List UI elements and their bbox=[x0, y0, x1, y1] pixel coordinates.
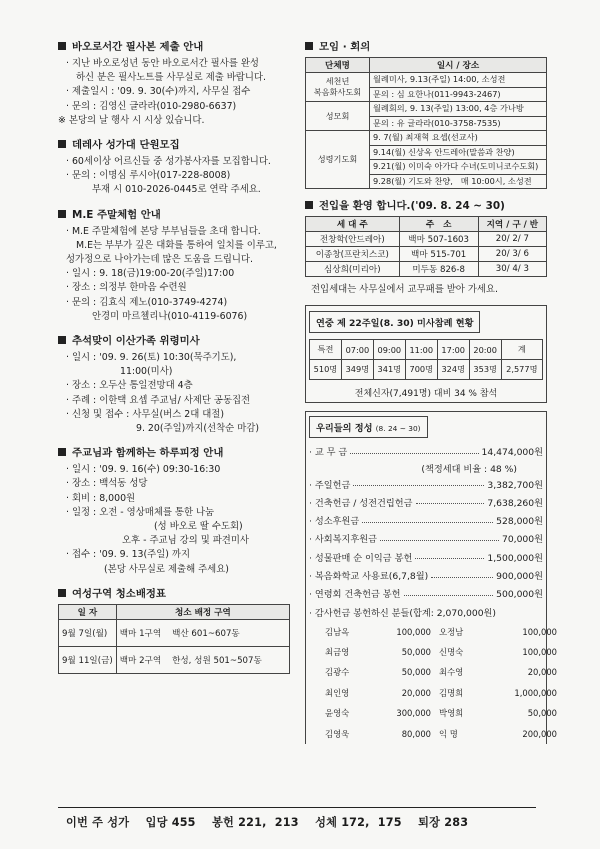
section-meetings bbox=[305, 38, 547, 189]
table-cell: 30/ 4/ 3 bbox=[478, 262, 546, 277]
table-cell: 341명 bbox=[373, 360, 405, 380]
column-header: 17:00 bbox=[437, 340, 469, 360]
dotted-leader bbox=[350, 453, 478, 454]
column-header: 특전 bbox=[310, 340, 342, 360]
donor-name: 최수영 bbox=[439, 667, 464, 678]
table-header-row bbox=[59, 604, 290, 619]
notice-line: · 접수 : '09. 9. 13(주일) 까지 bbox=[66, 549, 191, 561]
donor-name: 오정남 bbox=[439, 626, 464, 637]
table-row bbox=[306, 73, 547, 88]
donor-name: 신명숙 bbox=[439, 646, 464, 657]
cleaning-table bbox=[58, 604, 290, 674]
table-cell: 9. 7(월) 최재혁 요셉(선교사) bbox=[370, 131, 547, 146]
table-cell: 문의 : 심 요한나(011-9943-2467) bbox=[370, 87, 547, 102]
table-cell: 월례회의, 9. 13(주일) 13:00, 4층 가나방 bbox=[370, 102, 547, 117]
donor-name: 김남옥 bbox=[325, 626, 350, 637]
donor-amount: 50,000 bbox=[401, 646, 431, 657]
newcomers-note: 전입세대는 사무실에서 교무패를 받아 가세요. bbox=[311, 284, 498, 295]
table-row bbox=[310, 360, 543, 380]
notice-line: · 장소 : 백석동 성당 bbox=[66, 478, 148, 490]
notice-line: · 문의 : 김효식 제노(010-3749-4274) bbox=[66, 296, 228, 308]
section-retreat bbox=[58, 444, 290, 577]
section-title: 여성구역 청소배정표 bbox=[58, 585, 290, 600]
column-header: 09:00 bbox=[373, 340, 405, 360]
group-name: 세천년 복음화사도회 bbox=[306, 73, 370, 102]
table-cell: 353명 bbox=[469, 360, 501, 380]
notice-line: 안경미 마르첼리나(010-4119-6076) bbox=[92, 310, 248, 322]
offering-row: · 복음화학교 사용료(6,7,8월) 900,000원 bbox=[309, 570, 543, 582]
hymn-footer: 이번 주 성가 입당 455 봉헌 221, 213 성체 172, 175 퇴장 283 bbox=[66, 816, 469, 829]
section-title: 전입을 환영 합니다.('09. 8. 24 ~ 30) bbox=[305, 197, 547, 212]
notice-line: · 문의 : 이명심 루시아(017-228-8008) bbox=[66, 170, 231, 182]
donor-name: 최금영 bbox=[325, 646, 350, 657]
dotted-leader bbox=[416, 503, 485, 504]
section-me-weekend bbox=[58, 206, 290, 324]
notice-line: · 제출일시 : '09. 9. 30(수)까지, 사무실 접수 bbox=[66, 86, 251, 98]
table-row bbox=[59, 619, 290, 646]
column-header: 일 자 bbox=[59, 604, 117, 619]
section-memorial-mass bbox=[58, 332, 290, 436]
offering-row: · 교 무 금 14,474,000원 bbox=[309, 447, 543, 459]
notice-line: · 일시 : '09. 9. 16(수) 09:30-16:30 bbox=[66, 464, 221, 476]
offering-row: · 건축헌금 / 성전건립헌금 7,638,260원 bbox=[309, 497, 543, 509]
thanks-offering-header: · 감사헌금 봉헌하신 분들(합계: 2,070,000원) bbox=[309, 607, 497, 619]
donor-name: 김명희 bbox=[439, 687, 464, 698]
dotted-leader bbox=[362, 522, 493, 523]
notice-line: · 60세이상 어르신들 중 성가봉사자를 모집합니다. bbox=[66, 156, 271, 168]
table-cell: 백마 2구역 한성, 성원 501~507동 bbox=[116, 646, 289, 673]
section-title: M.E 주말체험 안내 bbox=[58, 206, 290, 221]
donor-name: 윤영숙 bbox=[325, 708, 350, 719]
dotted-leader bbox=[404, 595, 494, 596]
left-column bbox=[58, 38, 290, 682]
meetings-table bbox=[305, 57, 547, 189]
donor-name: 김광수 bbox=[325, 667, 350, 678]
notice-line: 오후 - 주교님 강의 및 파견미사 bbox=[122, 535, 249, 547]
section-title: 바오로서간 필사본 제출 안내 bbox=[58, 38, 290, 53]
table-row bbox=[59, 646, 290, 673]
table-header-row bbox=[306, 58, 547, 73]
notice-line: · 지난 바오로성년 동안 바오로서간 필사를 완성 bbox=[66, 58, 259, 69]
donor-list bbox=[309, 622, 557, 744]
table-cell: 9월 7일(월) bbox=[59, 619, 117, 646]
table-cell: 이종창(프란치스코) bbox=[306, 247, 400, 262]
footer-divider bbox=[58, 807, 536, 808]
column-header: 일시 / 장소 bbox=[370, 58, 547, 73]
offering-row: · 사회복지후원금 70,000원 bbox=[309, 534, 543, 546]
donor-amount: 100,000 bbox=[396, 626, 431, 637]
donor-amount: 1,000,000 bbox=[514, 687, 557, 698]
dotted-leader bbox=[431, 577, 493, 578]
table-cell: 문의 : 유 글라라(010-3758-7535) bbox=[370, 116, 547, 131]
table-cell: 2,577명 bbox=[501, 360, 542, 380]
table-cell: 9.21(월) 이미숙 아가다 수녀(도미니코수도회) bbox=[370, 160, 547, 175]
notice-line: M.E는 부부가 깊은 대화를 통하여 일치를 이루고, bbox=[76, 239, 277, 251]
square-bullet-icon bbox=[305, 201, 313, 209]
table-cell: 심상희(미리아) bbox=[306, 262, 400, 277]
column-header: 청소 배정 구역 bbox=[116, 604, 289, 619]
offering-row: · 주일헌금 3,382,700원 bbox=[309, 479, 543, 491]
notice-line: · 주례 : 이한택 요셉 주교님/ 사제단 공동집전 bbox=[66, 394, 251, 406]
offering-row: · 성소후원금 528,000원 bbox=[309, 516, 543, 528]
square-bullet-icon bbox=[58, 589, 66, 597]
donor-amount: 100,000 bbox=[522, 646, 557, 657]
donor-amount: 50,000 bbox=[527, 708, 557, 719]
table-row bbox=[306, 102, 547, 117]
right-column bbox=[305, 38, 557, 744]
notice-line: · 회비 : 8,000원 bbox=[66, 492, 136, 504]
table-header-row bbox=[306, 217, 547, 232]
newcomers-table bbox=[305, 216, 547, 277]
table-row bbox=[306, 262, 547, 277]
donor-amount: 20,000 bbox=[527, 667, 557, 678]
attendance-title: 연중 제 22주일(8. 30) 미사참례 현황 bbox=[309, 311, 480, 333]
table-header-row bbox=[310, 340, 543, 360]
table-cell: 전창학(안드레아) bbox=[306, 232, 400, 247]
notice-line: · 일시 : 9. 18(금)19:00-20(주일)17:00 bbox=[66, 268, 235, 280]
column-header: 세 대 주 bbox=[306, 217, 400, 232]
table-cell: 700명 bbox=[405, 360, 437, 380]
notice-line: · M.E 주말체험에 본당 부부님들을 초대 합니다. bbox=[66, 225, 261, 237]
table-cell: 9.14(월) 신상옥 안드레아(말씀과 찬양) bbox=[370, 145, 547, 160]
table-cell: 20/ 3/ 6 bbox=[478, 247, 546, 262]
donor-amount: 80,000 bbox=[401, 728, 431, 739]
notice-line: 9. 20(주일)까지(선착순 마감) bbox=[136, 423, 259, 435]
table-row bbox=[306, 131, 547, 146]
donor-amount: 50,000 bbox=[401, 667, 431, 678]
section-cleaning bbox=[58, 585, 290, 674]
section-choir-recruit bbox=[58, 136, 290, 198]
attendance-table bbox=[309, 339, 543, 380]
notice-line: · 일정 : 오전 - 영상매체를 통한 나눔 bbox=[66, 506, 215, 518]
section-epistle-copy bbox=[58, 38, 290, 128]
column-header: 07:00 bbox=[341, 340, 373, 360]
notice-line: · 장소 : 오두산 통일전망대 4층 bbox=[66, 380, 193, 392]
table-cell: 백마 507-1603 bbox=[399, 232, 478, 247]
tithe-note: (책정세대 비율 : 48 %) bbox=[421, 463, 517, 475]
square-bullet-icon bbox=[305, 42, 313, 50]
section-attendance bbox=[305, 305, 547, 403]
donor-amount: 200,000 bbox=[522, 728, 557, 739]
dotted-leader bbox=[380, 540, 499, 541]
table-cell: 미두동 826-8 bbox=[399, 262, 478, 277]
notice-line: 성가정으로 나아가는데 많은 도움을 드립니다. bbox=[66, 254, 253, 266]
section-newcomers bbox=[305, 197, 547, 297]
donor-amount: 300,000 bbox=[396, 708, 431, 719]
notice-line: ※ 본당의 날 행사 시 시상 있습니다. bbox=[58, 114, 205, 126]
attendance-note: 전체신자(7,491명) 대비 34 % 참석 bbox=[354, 389, 498, 400]
donor-name: 박영희 bbox=[439, 708, 464, 719]
donor-name: 김영욱 bbox=[325, 728, 350, 739]
table-row bbox=[306, 247, 547, 262]
square-bullet-icon bbox=[58, 448, 66, 456]
square-bullet-icon bbox=[58, 210, 66, 218]
column-header: 11:00 bbox=[405, 340, 437, 360]
dotted-leader bbox=[353, 485, 484, 486]
table-cell: 324명 bbox=[437, 360, 469, 380]
column-header: 단체명 bbox=[306, 58, 370, 73]
section-title: 추석맞이 이산가족 위령미사 bbox=[58, 332, 290, 347]
offerings-title: 우리들의 정성 (8. 24 ~ 30) bbox=[309, 416, 428, 438]
notice-line: · 일시 : '09. 9. 26(토) 10:30(묵주기도), bbox=[66, 352, 237, 364]
column-header: 20:00 bbox=[469, 340, 501, 360]
offering-row: · 연령회 건축헌금 봉헌 500,000원 bbox=[309, 589, 543, 601]
donor-name: 최인영 bbox=[325, 687, 350, 698]
donor-name: 익 명 bbox=[439, 728, 458, 739]
section-offerings bbox=[305, 411, 557, 744]
table-cell: 9.28(월) 기도와 찬양, 매 10:00시, 소성전 bbox=[370, 174, 547, 189]
column-header: 주 소 bbox=[399, 217, 478, 232]
square-bullet-icon bbox=[58, 42, 66, 50]
notice-line: (본당 사무실로 제출해 주세요) bbox=[104, 563, 229, 575]
section-title: 주교님과 함께하는 하루피정 안내 bbox=[58, 444, 290, 459]
donor-amount: 20,000 bbox=[401, 687, 431, 698]
notice-line: (성 바오로 딸 수도회) bbox=[154, 521, 243, 533]
table-row bbox=[306, 232, 547, 247]
notice-line: 11:00(미사) bbox=[120, 366, 173, 378]
notice-line: · 신청 및 접수 : 사무실(버스 2대 대절) bbox=[66, 408, 225, 420]
notice-line: · 장소 : 의정부 한마음 수련원 bbox=[66, 282, 187, 294]
table-cell: 20/ 2/ 7 bbox=[478, 232, 546, 247]
table-cell: 510명 bbox=[310, 360, 342, 380]
column-header: 계 bbox=[501, 340, 542, 360]
section-title: 모임 · 회의 bbox=[305, 38, 547, 53]
table-cell: 백마 515-701 bbox=[399, 247, 478, 262]
table-cell: 349명 bbox=[341, 360, 373, 380]
table-cell: 9월 11일(금) bbox=[59, 646, 117, 673]
square-bullet-icon bbox=[58, 140, 66, 148]
group-name: 성모회 bbox=[306, 102, 370, 131]
square-bullet-icon bbox=[58, 336, 66, 344]
table-cell: 백마 1구역 백산 601~607동 bbox=[116, 619, 289, 646]
column-header: 지역 / 구 / 반 bbox=[478, 217, 546, 232]
offering-row: · 성물판매 순 이익금 봉헌 1,500,000원 bbox=[309, 552, 543, 564]
group-name: 성령기도회 bbox=[306, 131, 370, 189]
dotted-leader bbox=[415, 558, 484, 559]
donor-amount: 100,000 bbox=[522, 626, 557, 637]
table-cell: 월례미사, 9.13(주일) 14:00, 소성전 bbox=[370, 73, 547, 88]
notice-line: · 문의 : 김영신 글라라(010-2980-6637) bbox=[66, 100, 237, 112]
section-title: 데레사 성가대 단원모집 bbox=[58, 136, 290, 151]
notice-line: 하신 분은 필사노트를 사무실로 제출 바랍니다. bbox=[76, 72, 266, 84]
notice-line: 부재 시 010-2026-0445로 연락 주세요. bbox=[92, 184, 261, 196]
